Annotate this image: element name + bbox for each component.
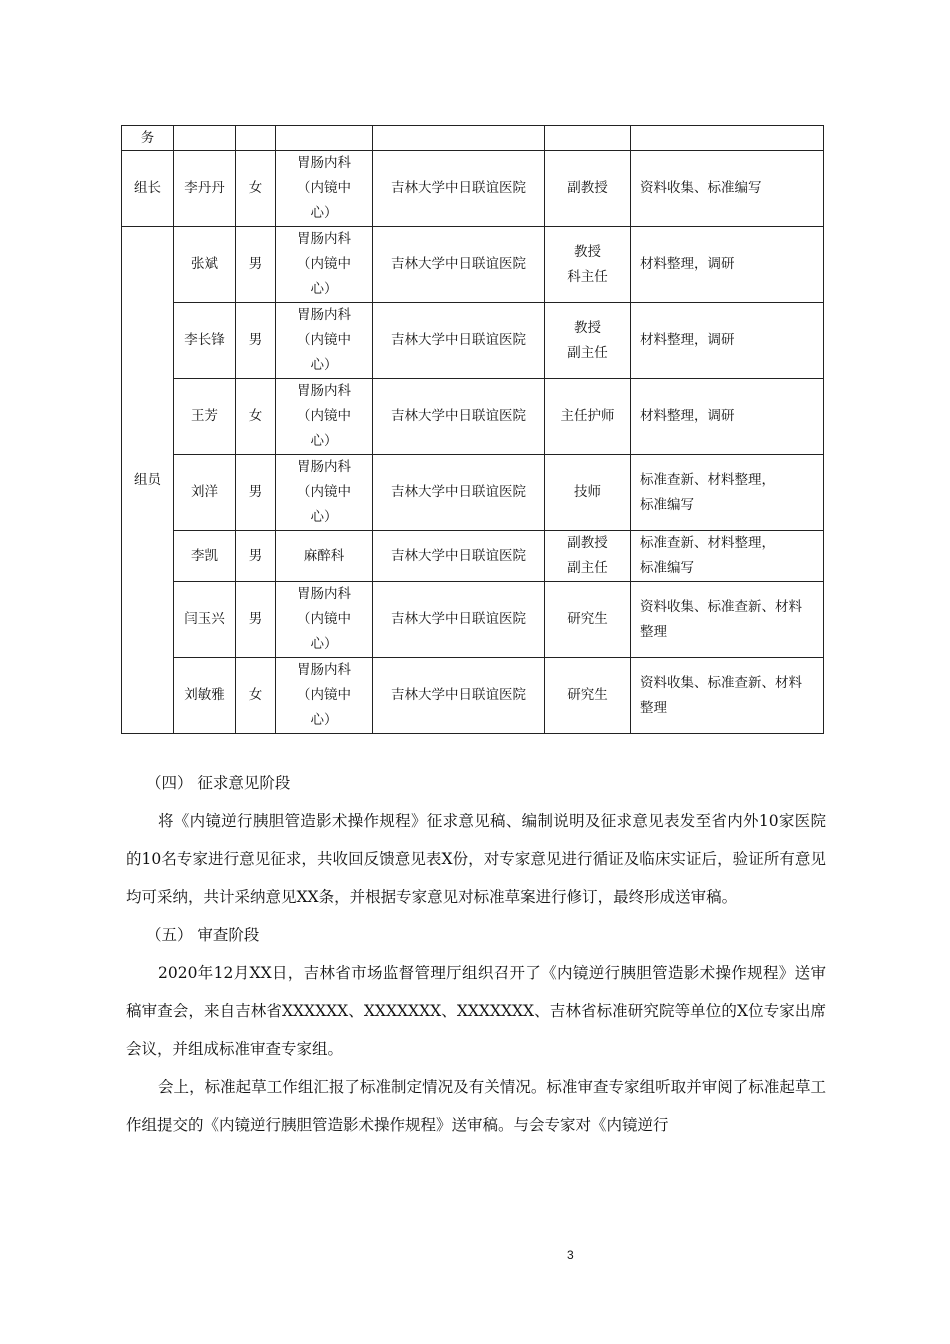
name-cell: 刘洋 (174, 455, 236, 531)
duty-cell (631, 379, 824, 455)
name-cell: 李凯 (174, 531, 236, 582)
department-cell-line: （内镜中 (297, 687, 351, 703)
name-cell: 闫玉兴 (174, 582, 236, 658)
title-cell-line: 副主任 (567, 344, 608, 361)
title-cell (545, 303, 631, 379)
department-cell (276, 455, 373, 531)
duty-cell (631, 455, 824, 531)
drafting-members-table (121, 125, 824, 734)
duty-cell-line: 整理 (640, 623, 667, 640)
title-cell (545, 379, 631, 455)
section5-heading: （五） 审查阶段 (146, 926, 260, 944)
duty-cell (631, 658, 824, 734)
gender-cell: 女 (236, 151, 276, 227)
duty-cell (631, 227, 824, 303)
section5-paragraph-2: 会上，标准起草工作组汇报了标准制定情况及有关情况。标准审查专家组听取并审阅了标准起草工作组提交的《内镜逆行胰胆管造影术操作规程》送审稿。与会专家对《内镜逆行 (126, 1078, 826, 1134)
duty-cell (631, 151, 824, 227)
title-cell-line: 科主任 (567, 268, 608, 285)
duty-cell-line: 标准编写 (640, 496, 694, 513)
section4-heading: （四） 征求意见阶段 (146, 774, 291, 792)
section4-paragraph: 将《内镜逆行胰胆管造影术操作规程》征求意见稿、编制说明及征求意见表发至省内外10家医院的10名专家进行意见征求，共收回反馈意见表X份，对专家意见进行循证及临床实证后，验证所有意见均可采纳，共计采纳意见XX条，并根据专家意见对标准草案进行修订，最终形成送审稿。 (126, 812, 826, 906)
name-cell: 张斌 (174, 227, 236, 303)
department-cell-line: （内镜中 (297, 408, 351, 424)
department-cell-line: 心） (310, 433, 338, 449)
duty-cell-line: 标准查新、材料整理， (640, 535, 775, 551)
title-cell-line: 研究生 (567, 687, 608, 703)
department-cell-line: 麻醉科 (303, 547, 345, 564)
duty-cell-line: 材料整理，调研 (640, 408, 735, 424)
department-cell (276, 227, 373, 303)
department-cell-line: （内镜中 (297, 484, 351, 500)
department-cell-line: 胃肠内科 (297, 459, 351, 475)
department-cell-line: 心） (310, 712, 338, 728)
table-header-row (122, 126, 824, 151)
department-cell-line: （内镜中 (297, 256, 351, 272)
duty-cell (631, 531, 824, 582)
hospital-cell: 吉林大学中日联谊医院 (373, 227, 545, 303)
title-cell (545, 582, 631, 658)
name-cell: 李丹丹 (174, 151, 236, 227)
department-cell-line: 胃肠内科 (297, 383, 351, 399)
role-cell: 组长 (122, 151, 174, 227)
hospital-cell: 吉林大学中日联谊医院 (373, 531, 545, 582)
department-cell (276, 582, 373, 658)
hospital-cell: 吉林大学中日联谊医院 (373, 658, 545, 734)
department-cell-line: 胃肠内科 (297, 231, 351, 247)
department-cell-line: 胃肠内科 (297, 662, 351, 678)
duty-cell-line: 材料整理，调研 (640, 332, 735, 348)
title-cell-line: 技师 (574, 484, 601, 500)
department-cell-line: 胃肠内科 (297, 155, 351, 171)
title-cell (545, 151, 631, 227)
duty-cell-line: 整理 (640, 699, 667, 716)
table-row (122, 227, 824, 303)
department-cell-line: 心） (310, 281, 338, 297)
section5-paragraph-1: 2020年12月XX日，吉林省市场监督管理厅组织召开了《内镜逆行胰胆管造影术操作规程》送审稿审查会，来自吉林省XXXXXX、XXXXXXX、XXXXXXX、吉林省标准研究院等单位的X位专家出席会议，并组成标准审查专家组。 (126, 964, 826, 1058)
title-cell-line: 教授 (574, 319, 601, 336)
department-cell-line: （内镜中 (297, 332, 351, 348)
department-cell-line: 胃肠内科 (297, 307, 351, 323)
duty-cell-line: 标准编写 (640, 560, 694, 576)
name-cell: 刘敏雅 (174, 658, 236, 734)
department-cell-line: 心） (310, 509, 338, 525)
duty-cell-line: 材料整理，调研 (640, 256, 735, 272)
title-cell-line: 副主任 (567, 560, 608, 576)
title-cell-line: 副教授 (567, 180, 608, 196)
duty-cell (631, 303, 824, 379)
title-cell-line: 研究生 (567, 611, 608, 627)
table-body (122, 126, 824, 734)
body-text (126, 764, 826, 1144)
role-cell: 组员 (122, 227, 174, 734)
department-cell (276, 303, 373, 379)
duty-cell-line: 资料收集、标准编写 (640, 180, 762, 196)
title-cell-line: 副教授 (567, 535, 608, 551)
gender-cell: 男 (236, 455, 276, 531)
department-cell (276, 379, 373, 455)
name-cell: 李长锋 (174, 303, 236, 379)
title-cell (545, 455, 631, 531)
department-cell-line: 心） (310, 636, 338, 652)
table-row (122, 658, 824, 734)
gender-cell: 男 (236, 582, 276, 658)
duty-cell-line: 资料收集、标准查新、材料 (640, 674, 802, 691)
department-cell-line: 心） (310, 357, 338, 373)
title-cell (545, 658, 631, 734)
hospital-cell: 吉林大学中日联谊医院 (373, 303, 545, 379)
department-cell (276, 531, 373, 582)
gender-cell: 女 (236, 658, 276, 734)
gender-cell: 女 (236, 379, 276, 455)
department-cell (276, 151, 373, 227)
gender-cell: 男 (236, 227, 276, 303)
duty-cell-line: 资料收集、标准查新、材料 (640, 598, 802, 615)
name-cell: 王芳 (174, 379, 236, 455)
page-number: 3 (567, 1248, 574, 1262)
department-cell-line: （内镜中 (297, 180, 351, 196)
hospital-cell: 吉林大学中日联谊医院 (373, 582, 545, 658)
department-cell-line: （内镜中 (297, 611, 351, 627)
table-row (122, 151, 824, 227)
hospital-cell: 吉林大学中日联谊医院 (373, 379, 545, 455)
table-row (122, 303, 824, 379)
department-cell (276, 658, 373, 734)
duty-cell-line: 标准查新、材料整理， (640, 471, 775, 488)
title-cell-line: 主任护师 (560, 408, 615, 424)
department-cell-line: 心） (310, 205, 338, 221)
title-cell-line: 教授 (574, 243, 601, 260)
title-cell (545, 531, 631, 582)
hospital-cell: 吉林大学中日联谊医院 (373, 455, 545, 531)
hospital-cell: 吉林大学中日联谊医院 (373, 151, 545, 227)
gender-cell: 男 (236, 531, 276, 582)
header-fragment-cell: 务 (122, 126, 174, 151)
table-row (122, 379, 824, 455)
table-row (122, 455, 824, 531)
duty-cell (631, 582, 824, 658)
gender-cell: 男 (236, 303, 276, 379)
title-cell (545, 227, 631, 303)
table-row (122, 582, 824, 658)
table-row (122, 531, 824, 582)
department-cell-line: 胃肠内科 (297, 586, 351, 602)
